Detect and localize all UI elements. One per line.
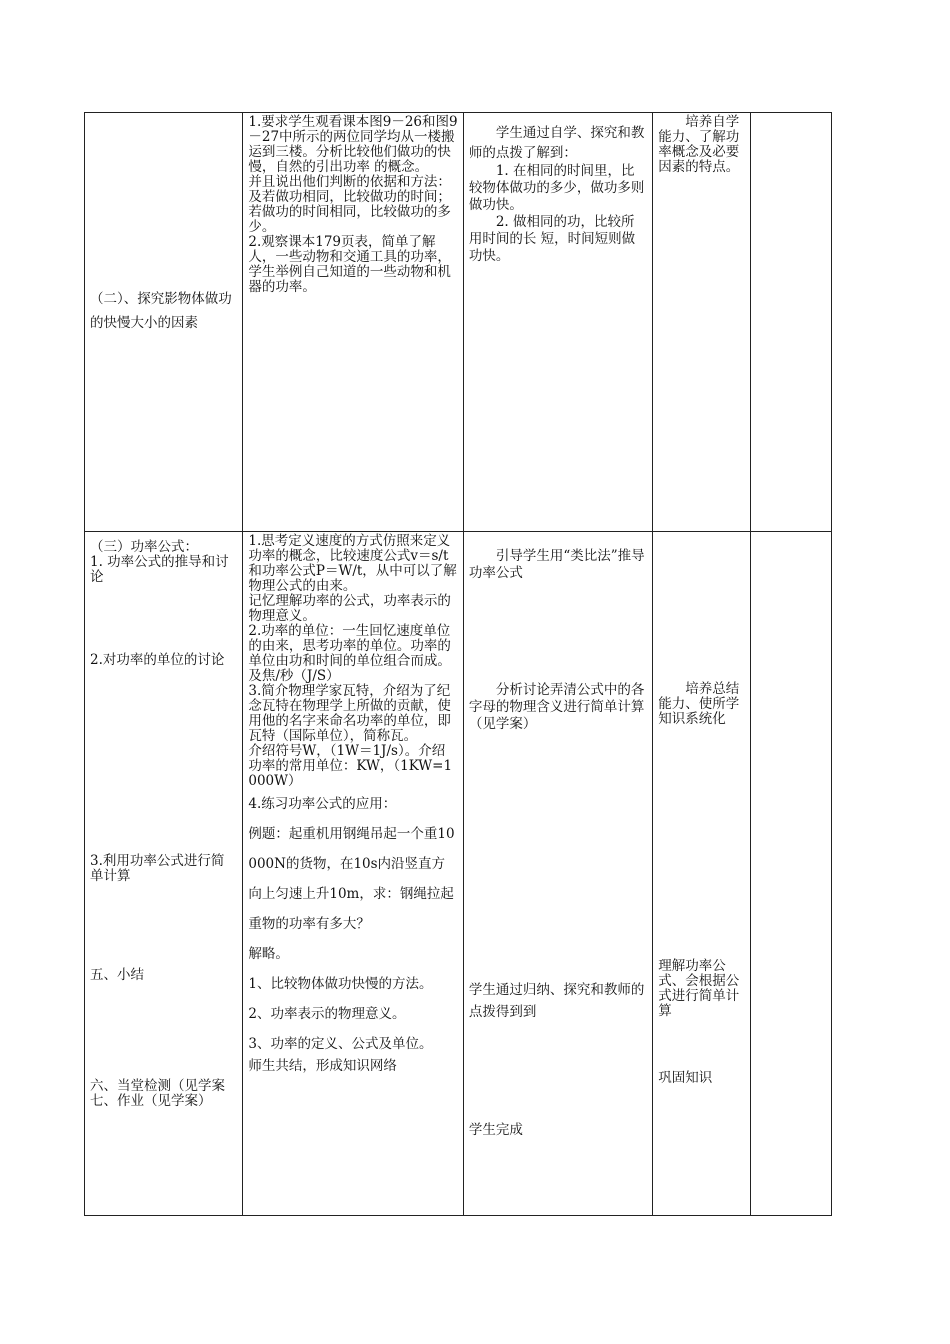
teacher-step: 2.功率的单位：一生回忆速度单位的由来，思考功率的单位。功率的单位由功和时间的单位组合而成。及焦/秒（J/S） (248, 623, 451, 684)
student-activity: 学生完成 (468, 1122, 523, 1138)
notes-cell (750, 113, 831, 532)
purpose-text: 巩固知识 (658, 1070, 713, 1086)
stage-title: （三）功率公式： (90, 539, 198, 555)
stage-item: 七、作业（见学案） (90, 1093, 212, 1109)
purpose-text: 培养总结能力、使所学知识系统化 (658, 681, 740, 727)
student-activity: 分析讨论弄清公式中的各字母的物理含义进行简单计算（见学案） (468, 682, 645, 732)
purpose-text: 培养自学能力、了解功率概念及必要因素的特点。 (658, 114, 740, 175)
student-activity: 学生通过归纳、探究和教师的点拨得到到 (468, 982, 645, 1020)
teacher-step: 4.练习功率公式的应用： (248, 796, 397, 812)
table-row (85, 532, 832, 1216)
stage-label: （二）、探究影物体做功的快慢大小的因素 (90, 291, 232, 331)
student-point: 1. 在相同的时间里，比较物体做功的多少，做功多则做功快。 (468, 163, 645, 213)
teacher-activity-cell (243, 532, 463, 1216)
student-activity-cell (463, 113, 652, 532)
purpose-cell (653, 532, 750, 1216)
student-intro: 学生通过自学、探究和教师的点拨了解到： (468, 125, 645, 161)
lesson-plan-table (84, 112, 832, 1216)
purpose-text: 理解功率公式、会根据公式进行简单计算 (658, 958, 740, 1019)
notes-cell (750, 532, 831, 1216)
teacher-step: 介绍符号W，（1W＝1J/s）。介绍功率的常用单位：KW，（1KW=1000W） (248, 743, 453, 789)
teacher-step: 1.要求学生观看课本图9－26和图9－27中所示的两位同学均从一楼搬运到三楼。分析比较他们做功的快慢，自然的引出功率 的概念。 (248, 114, 458, 175)
summary-point: 1、比较物体做功快慢的方法。 (248, 976, 433, 992)
stage-item: 1. 功率公式的推导和讨论 (90, 554, 229, 585)
example-problem: 例题：起重机用钢绳吊起一个重10000N的货物，在10s内沿竖直方向上匀速上升10m，求：钢绳拉起重物的功率有多大？ (248, 826, 455, 932)
stage-cell (85, 532, 243, 1216)
teacher-step: 1.思考定义速度的方式仿照来定义功率的概念，比较速度公式v＝s/t和功率公式P＝W/t，从中可以了解物理公式的由来。 (248, 533, 457, 594)
teacher-step: 2.观察课本179页表，简单了解人，一些动物和交通工具的功率，学生举例自己知道的一些动物和机器的功率。 (248, 234, 451, 295)
teacher-activity-cell (243, 113, 463, 532)
student-point: 2. 做相同的功，比较所用时间的长 短，时间短则做功快。 (468, 214, 636, 264)
student-activity-cell (463, 532, 652, 1216)
summary-point: 2、功率表示的物理意义。 (248, 1006, 406, 1022)
solution-note: 解略。 (248, 946, 289, 962)
summary-closing: 师生共结，形成知识网络 (248, 1058, 397, 1074)
teacher-step: 3.简介物理学家瓦特，介绍为了纪念瓦特在物理学上所做的贡献，使用他的名字来命名功率的单位，即瓦特（国际单位），简称瓦。 (248, 683, 451, 744)
stage-cell (85, 113, 243, 532)
teacher-step: 并且说出他们判断的依据和方法： (248, 174, 451, 190)
stage-item: 五、小结 (90, 967, 144, 983)
stage-item: 3.利用功率公式进行简单计算 (90, 853, 225, 884)
teacher-step: 及若做功相同，比较做功的时间；若做功的时间相同，比较做功的多少。 (248, 189, 451, 235)
stage-item: 六、当堂检测（见学案 (90, 1078, 225, 1094)
summary-point: 3、功率的定义、公式及单位。 (248, 1036, 433, 1052)
purpose-cell (653, 113, 750, 532)
table-row (85, 113, 832, 532)
stage-item: 2.对功率的单位的讨论 (90, 652, 225, 668)
student-activity: 引导学生用“类比法”推导功率公式 (468, 548, 645, 581)
teacher-step: 记忆理解功率的公式，功率表示的物理意义。 (248, 593, 451, 624)
